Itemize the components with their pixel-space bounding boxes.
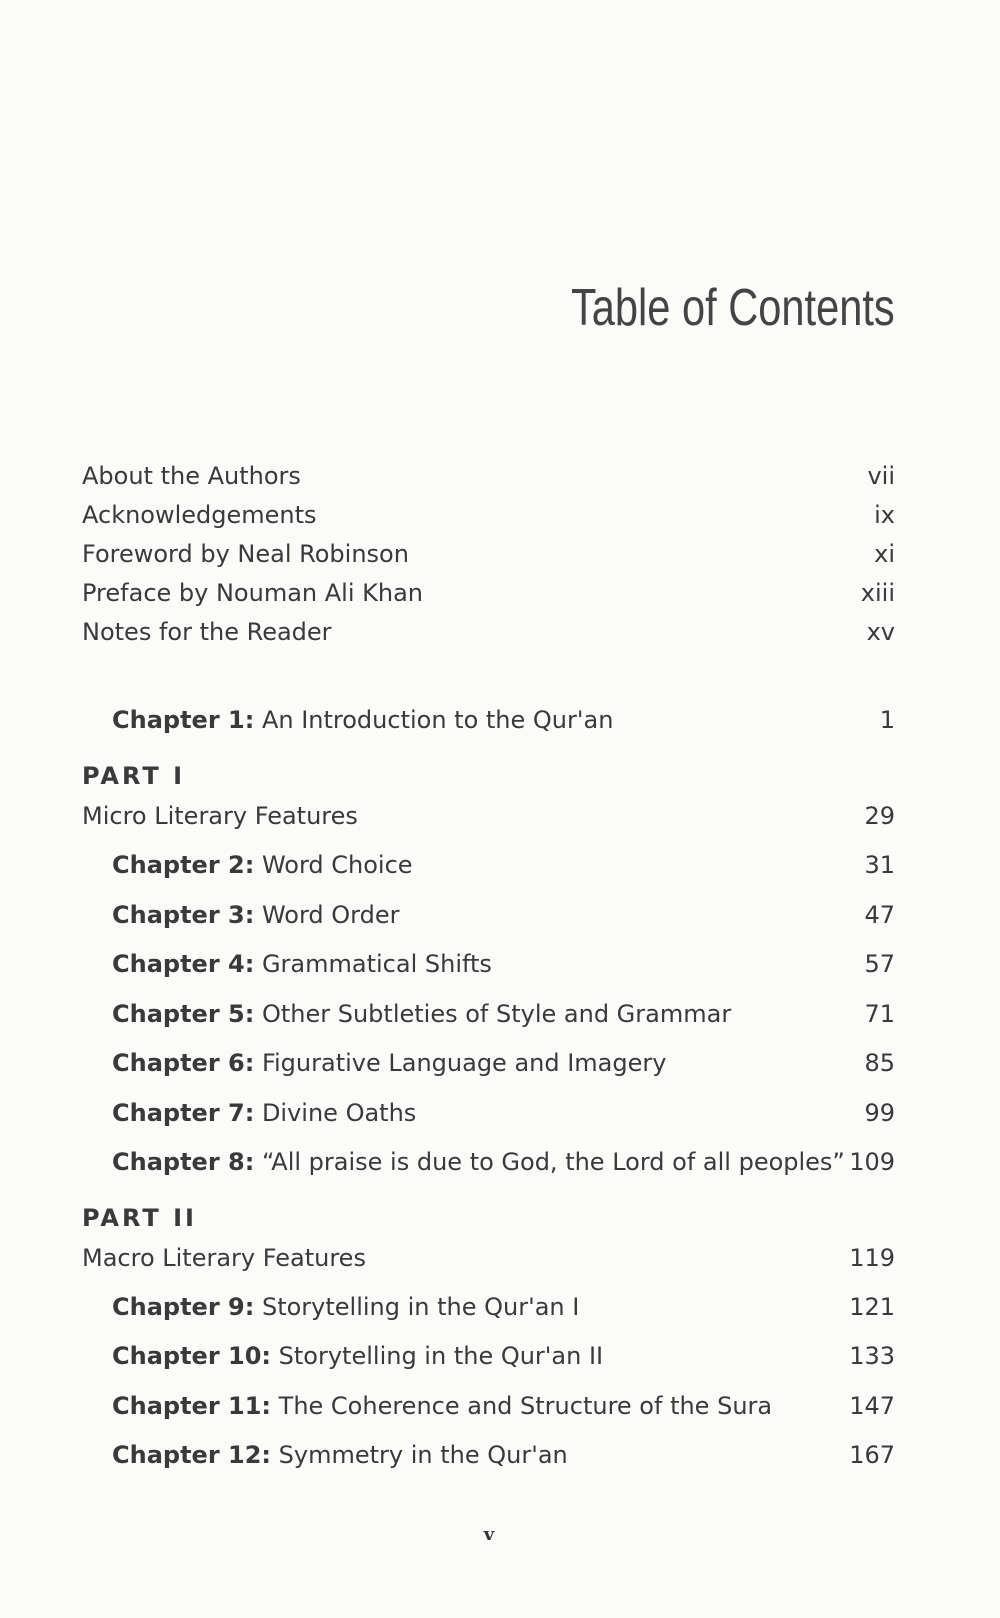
chapter-number: Chapter 4: xyxy=(112,950,255,978)
chapter-label xyxy=(112,947,492,981)
chapter-number: Chapter 2: xyxy=(112,851,255,879)
chapter-title: Word Choice xyxy=(261,851,413,879)
toc-entry xyxy=(82,459,895,493)
chapter-title: Storytelling in the Qur'an II xyxy=(278,1342,604,1371)
chapter-title: “All praise is due to God, the Lord of all peoples” xyxy=(261,1148,845,1176)
entry-page: xv xyxy=(866,618,895,646)
toc-entry xyxy=(82,615,895,649)
toc-chapter xyxy=(112,1046,895,1080)
chapter-number: Chapter 3: xyxy=(112,900,255,929)
toc-chapter xyxy=(112,1389,895,1423)
chapter-title: Figurative Language and Imagery xyxy=(261,1049,667,1077)
chapter-number: Chapter 1: xyxy=(112,706,255,734)
chapter-number: Chapter 9: xyxy=(112,1293,255,1321)
chapter-label xyxy=(112,1389,772,1423)
toc-chapter xyxy=(112,1290,895,1324)
chapter-label xyxy=(112,1096,416,1130)
entry-label: About the Authors xyxy=(82,462,301,490)
chapter-title: An Introduction to the Qur'an xyxy=(261,706,614,734)
entry-page: 31 xyxy=(864,851,895,879)
entry-page: 85 xyxy=(864,1049,895,1077)
part-heading: PART I xyxy=(82,762,186,790)
chapter-label xyxy=(112,1339,603,1373)
entry-label: Preface by Nouman Ali Khan xyxy=(82,579,423,607)
chapter-label xyxy=(112,997,731,1031)
chapter-label xyxy=(112,1145,845,1179)
chapter-title: Storytelling in the Qur'an I xyxy=(261,1293,580,1321)
chapter-label xyxy=(112,1438,568,1472)
toc-chapter xyxy=(112,997,895,1031)
chapter-number: Chapter 11: xyxy=(112,1391,272,1420)
entry-page: ix xyxy=(874,501,895,529)
part-heading: PART II xyxy=(82,1204,197,1232)
chapter-label xyxy=(112,703,613,737)
chapter-number: Chapter 6: xyxy=(112,1049,255,1077)
chapter-title: Other Subtleties of Style and Grammar xyxy=(261,999,732,1028)
chapter-label xyxy=(112,848,413,882)
part-subtitle xyxy=(82,799,895,833)
toc-entry xyxy=(82,537,895,571)
chapter-title: The Coherence and Structure of the Sura xyxy=(278,1391,773,1420)
chapter-label xyxy=(112,1046,666,1080)
entry-page: xiii xyxy=(860,579,895,607)
entry-page: 133 xyxy=(849,1342,895,1371)
toc-chapter xyxy=(112,1438,895,1472)
entry-page: 109 xyxy=(849,1148,895,1176)
toc-chapter xyxy=(112,848,895,882)
entry-page: 47 xyxy=(864,900,895,929)
page-title: Table of Contents xyxy=(571,279,895,337)
entry-page: 121 xyxy=(849,1293,895,1321)
entry-page: 167 xyxy=(849,1440,895,1469)
toc-chapter xyxy=(112,1145,895,1179)
chapter-number: Chapter 7: xyxy=(112,1098,255,1127)
entry-page: vii xyxy=(867,462,895,490)
chapter-number: Chapter 5: xyxy=(112,999,255,1028)
toc-chapter xyxy=(112,703,895,737)
toc-entry xyxy=(82,498,895,532)
toc-chapter xyxy=(112,898,895,932)
toc-entry xyxy=(82,576,895,610)
entry-page: 119 xyxy=(849,1244,895,1272)
chapter-title: Symmetry in the Qur'an xyxy=(278,1440,568,1469)
entry-label: Acknowledgements xyxy=(82,501,317,529)
chapter-title: Grammatical Shifts xyxy=(261,950,492,978)
chapter-number: Chapter 12: xyxy=(112,1440,272,1469)
chapter-label xyxy=(112,898,399,932)
entry-page: 99 xyxy=(864,1098,895,1127)
entry-page: 147 xyxy=(849,1391,895,1420)
part-subtitle xyxy=(82,1241,895,1275)
chapter-title: Word Order xyxy=(261,900,400,929)
entry-label: Micro Literary Features xyxy=(82,802,358,830)
entry-label: Notes for the Reader xyxy=(82,618,332,646)
entry-label: Foreword by Neal Robinson xyxy=(82,540,409,568)
page-number: v xyxy=(483,1524,495,1545)
chapter-number: Chapter 8: xyxy=(112,1148,255,1176)
entry-page: 57 xyxy=(864,950,895,978)
toc-chapter xyxy=(112,1096,895,1130)
entry-page: 71 xyxy=(864,999,895,1028)
entry-page: xi xyxy=(874,540,895,568)
entry-page: 29 xyxy=(864,802,895,830)
toc-chapter xyxy=(112,1339,895,1373)
entry-label: Macro Literary Features xyxy=(82,1244,366,1272)
entry-page: 1 xyxy=(879,706,895,734)
chapter-title: Divine Oaths xyxy=(261,1098,417,1127)
chapter-number: Chapter 10: xyxy=(112,1342,272,1371)
chapter-label xyxy=(112,1290,579,1324)
toc-chapter xyxy=(112,947,895,981)
